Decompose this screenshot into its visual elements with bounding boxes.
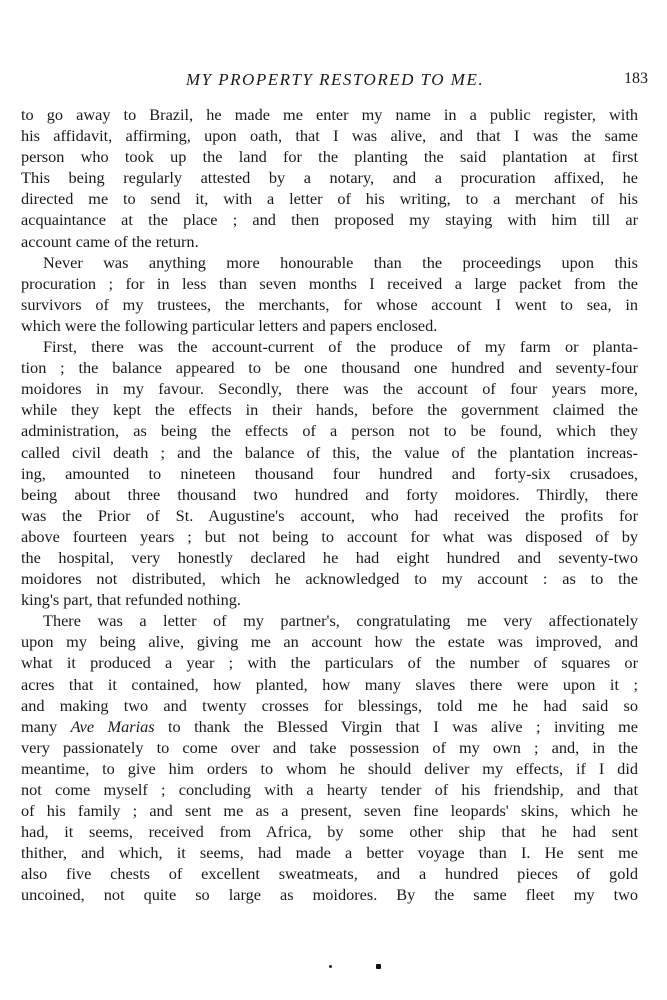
text-line: acres that it contained, how planted, how many slaves there were upon it ; [21,674,638,694]
text-line: uncoined, not quite so large as moidores. By the same fleet my two [21,885,638,905]
text-line: while they kept the effects in their hands, before the government claimed the [21,400,638,420]
text-line: to go away to Brazil, he made me enter my name in a public register, with [21,105,638,124]
ink-dot [329,965,332,968]
text-line: upon my being alive, giving me an account how the estate was improved, and [21,632,638,652]
text-line: being about three thousand two hundred and forty moidores. Thirdly, there [21,484,638,504]
text-line: directed me to send it, with a letter of his writing, to a merchant of his [21,189,638,209]
text-line: called civil death ; and the balance of this, the value of the plantation increas- [21,442,638,462]
text-line: survivors of my trustees, the merchants, for whose account I went to sea, in [21,294,638,314]
paragraph-first-line: First, there was the account-current of the produce of my farm or planta- [43,337,638,357]
text-line: account came of the return. [21,231,199,251]
italic-phrase: Ave Marias [70,716,155,736]
text-line: moidores not distributed, which he acknowledged to my account : as to the [21,569,638,589]
text-line: person who took up the land for the planting the said plantation at first [21,147,638,167]
text-line: ing, amounted to nineteen thousand four hundred and forty-six crusadoes, [21,463,638,483]
text-line: was the Prior of St. Augustine's account, who had received the profits for [21,505,638,525]
text-line: acquaintance at the place ; and then proposed my staying with him till ar [21,210,638,230]
running-title: MY PROPERTY RESTORED TO ME. [185,70,485,89]
text-line: procuration ; for in less than seven months I received a large packet from the [21,273,638,293]
text-line: This being regularly attested by a notary, and a procuration affixed, he [21,168,638,188]
text-line: thither, and which, it seems, had made a better voyage than I. He sent me [21,843,638,863]
text-line: also five chests of excellent sweatmeats, and a hundred pieces of gold [21,864,638,884]
text-line: administration, as being the effects of a person not to be found, which they [21,421,638,441]
running-head [20,70,650,94]
text-line: many Ave Marias to thank the Blessed Virgin that I was alive ; inviting me [21,716,638,736]
text-line: very passionately to come over and take possession of my own ; and, in the [21,737,638,757]
text-line: tion ; the balance appeared to be one thousand one hundred and seventy-four [21,358,638,378]
body-text [21,104,638,906]
page-number: 183 [624,70,648,87]
text-line: had, it seems, received from Africa, by some other ship that he had sent [21,822,638,842]
printer-marks [322,962,392,972]
text-line: king's part, that refunded nothing. [21,590,241,610]
text-line: of his family ; and sent me as a present, seven fine leopards' skins, which he [21,801,638,821]
text-line: his affidavit, affirming, upon oath, that I was alive, and that I was the same [21,126,638,146]
ink-dot [376,964,381,969]
text-line: above fourteen years ; but not being to account for what was disposed of by [21,526,638,546]
text-line: not come myself ; concluding with a hearty tender of his friendship, and that [21,780,638,799]
text-line: which were the following particular letters and papers enclosed. [21,315,438,335]
text-line: the hospital, very honestly declared he had eight hundred and seventy-two [21,547,638,567]
paragraph-first-line: There was a letter of my partner's, congratulating me very affectionately [43,611,638,631]
text-line: what it produced a year ; with the particulars of the number of squares or [21,653,638,673]
paragraph-first-line: Never was anything more honourable than the proceedings upon this [43,252,638,272]
text-line: meantime, to give him orders to whom he should deliver my effects, if I did [21,758,638,778]
text-line: and making two and twenty crosses for blessings, told me he had said so [21,695,638,715]
text-line: moidores in my favour. Secondly, there was the account of four years more, [21,379,638,399]
